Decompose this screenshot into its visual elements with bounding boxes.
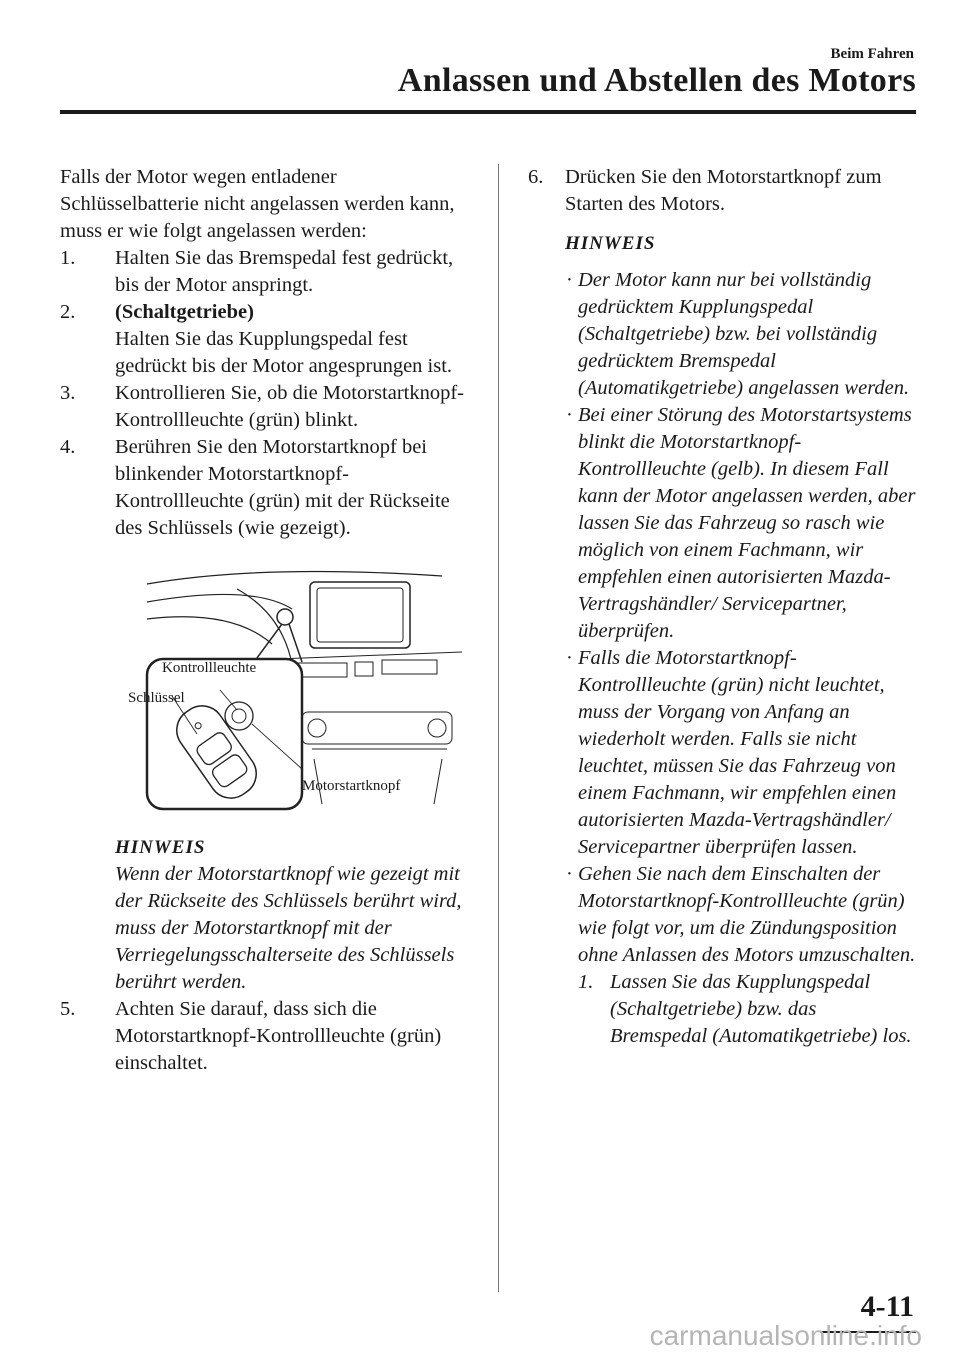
step-4 xyxy=(60,434,470,542)
step-5 xyxy=(60,996,470,1077)
key-touch-illustration xyxy=(128,564,472,816)
label-key: Schlüssel xyxy=(128,690,185,706)
step-text: Achten Sie darauf, dass sich die Motorstartknopf-Kontrollleuchte (grün) einschaltet. xyxy=(115,998,442,1074)
right-column xyxy=(528,164,918,1050)
note-bullet: · Der Motor kann nur bei vollständig gedrücktem Kupplungspedal (Schaltgetriebe) bzw. bei vollständig gedrücktem Bremspedal (Automatikgetriebe) angelassen werden. xyxy=(566,269,910,399)
note-title: HINWEIS xyxy=(115,837,206,858)
bullet-text: Der Motor kann nur bei vollständig gedrücktem Kupplungspedal (Schaltgetriebe) bzw. bei vollständig gedrücktem Bremspedal (Automatikgetriebe) angelassen werden. xyxy=(578,269,910,399)
step-text: Halten Sie das Kupplungspedal fest gedrückt bis der Motor angesprungen ist. xyxy=(115,328,453,377)
step-number: 2. xyxy=(60,301,76,323)
note-block xyxy=(60,834,470,996)
step-3 xyxy=(60,380,470,434)
note-text: Wenn der Motorstartknopf wie gezeigt mit der Rückseite des Schlüssels berührt wird, muss der Motorstartknopf mit der Verriegelungsschalterseite des Schlüssels berührt werden. xyxy=(115,863,462,993)
page-title: Anlassen und Abstellen des Motors xyxy=(397,62,916,99)
step-number: 3. xyxy=(60,382,76,404)
note-bullet: · Bei einer Störung des Motorstartsystems blinkt die Motorstartknopf-Kontrollleuchte (gelb). In diesem Fall kann der Motor angelassen werden, aber lassen Sie das Fahrzeug so rasch wie möglich von einem Fachmann, wir empfehlen einen autorisierten Mazda-Vertragshändler/ Servicepartner, überprüfen. xyxy=(566,404,916,642)
illustration-svg xyxy=(128,564,472,816)
note-bullet: · Falls die Motorstartknopf-Kontrollleuchte (grün) nicht leuchtet, muss der Vorgang von Anfang an wiederholt werden. Falls sie nicht leuchtet, müssen Sie das Fahrzeug von einem Fachmann, wir empfehlen einen autorisierten Mazda-Vertragshändler/ Servicepartner überprüfen lassen. xyxy=(566,647,897,858)
step-6 xyxy=(528,164,918,218)
bullet-text: Gehen Sie nach dem Einschalten der Motorstartknopf-Kontrollleuchte (grün) wie folgt vor, um die Zündungsposition ohne Anlassen des Motors umzuschalten. xyxy=(578,863,916,966)
substep-number: 1. xyxy=(578,971,594,993)
step-heading: (Schaltgetriebe) xyxy=(115,301,254,323)
bullet-text: Bei einer Störung des Motorstartsystems blinkt die Motorstartknopf-Kontrollleuchte (gelb). In diesem Fall kann der Motor angelassen werden, aber lassen Sie das Fahrzeug so rasch wie möglich von einem Fachmann, wir empfehlen einen autorisierten Mazda-Vertragshändler/ Servicepartner, überprüfen. xyxy=(578,404,916,642)
step-2 xyxy=(60,299,470,380)
watermark: carmanualsonline.info xyxy=(649,1320,922,1351)
step-number: 6. xyxy=(528,166,544,188)
step-number: 4. xyxy=(60,436,76,458)
left-column xyxy=(60,164,470,1077)
intro-paragraph: Falls der Motor wegen entladener Schlüsselbatterie nicht angelassen werden kann, muss er wie folgt angelassen werden: xyxy=(60,166,455,242)
step-1 xyxy=(60,245,470,299)
step-text: Halten Sie das Bremspedal fest gedrückt, bis der Motor anspringt. xyxy=(115,247,454,296)
note-title: HINWEIS xyxy=(565,233,656,254)
step-number: 5. xyxy=(60,998,76,1020)
page-number: 4-11 xyxy=(860,1290,914,1323)
column-divider xyxy=(498,164,499,1292)
label-start-button: Motorstartknopf xyxy=(302,778,401,794)
header-section-label: Beim Fahren xyxy=(830,46,914,62)
bullet-text: Falls die Motorstartknopf-Kontrollleuchte (grün) nicht leuchtet, muss der Vorgang von Anfang an wiederholt werden. Falls sie nicht leuchtet, müssen Sie das Fahrzeug von einem Fachmann, wir empfehlen einen autorisierten Mazda-Vertragshändler/ Servicepartner überprüfen lassen. xyxy=(578,647,897,858)
substep-text: Lassen Sie das Kupplungspedal (Schaltgetriebe) bzw. das Bremspedal (Automatikgetriebe) los. xyxy=(610,971,912,1047)
step-text: Kontrollieren Sie, ob die Motorstartknopf-Kontrollleuchte (grün) blinkt. xyxy=(115,382,465,431)
header-rule xyxy=(60,110,916,114)
note-substep xyxy=(528,969,918,1050)
step-number: 1. xyxy=(60,247,76,269)
label-indicator: Kontrollleuchte xyxy=(162,660,257,676)
step-text: Drücken Sie den Motorstartknopf zum Starten des Motors. xyxy=(565,166,882,215)
step-text: Berühren Sie den Motorstartknopf bei blinkender Motorstartknopf-Kontrollleuchte (grün) mit der Rückseite des Schlüssels (wie gezeigt). xyxy=(115,436,450,539)
note-bullet: · Gehen Sie nach dem Einschalten der Motorstartknopf-Kontrollleuchte (grün) wie folgt vor, um die Zündungsposition ohne Anlassen des Motors umzuschalten. xyxy=(566,863,916,966)
